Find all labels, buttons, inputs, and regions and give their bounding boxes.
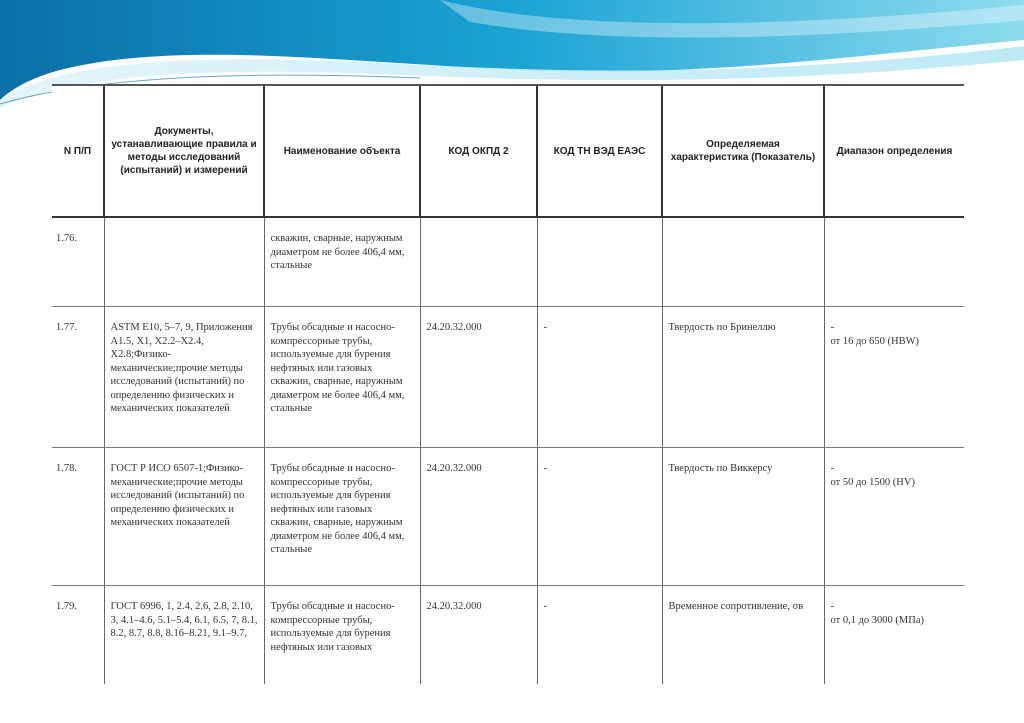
cell-tnved — [537, 217, 662, 307]
header-tnved-code: КОД ТН ВЭД ЕАЭС — [537, 85, 662, 217]
range-dash: - — [830, 463, 834, 474]
cell-range — [824, 586, 964, 685]
cell-object: Трубы обсадные и насосно-компрессорные трубы, используемые для бурения нефтяных или газовых — [264, 586, 420, 685]
header-number: N П/П — [52, 85, 104, 217]
cell-documents — [104, 217, 264, 307]
cell-characteristic: Твердость по Виккерсу — [662, 448, 824, 586]
document-sheet — [52, 84, 964, 684]
cell-tnved: - — [537, 307, 662, 448]
cell-object: Трубы обсадные и насосно-компрессорные трубы, используемые для бурения нефтяных или газовых скважин, сварные, наружным диаметром не более 406,4 мм, стальные — [264, 307, 420, 448]
cell-tnved: - — [537, 586, 662, 685]
cell-documents: ГОСТ 6996, 1, 2.4, 2.6, 2.8, 2.10, 3, 4.1–4.6, 5.1–5.4, 6.1, 6.5, 7, 8.1, 8.2, 8.7, 8.8, 8.16–8.21, 9.1–9.7, — [104, 586, 264, 685]
cell-characteristic: Твердость по Бринеллю — [662, 307, 824, 448]
table-header-row — [52, 85, 964, 217]
table-row — [52, 586, 964, 685]
header-documents: Документы, устанавливающие правила и методы исследований (испытаний) и измерений — [104, 85, 264, 217]
cell-okpd: 24.20.32.000 — [420, 307, 537, 448]
cell-number: 1.78. — [52, 448, 104, 586]
cell-range — [824, 307, 964, 448]
cell-okpd — [420, 217, 537, 307]
cell-okpd: 24.20.32.000 — [420, 448, 537, 586]
range-value: от 16 до 650 (HBW) — [830, 335, 920, 347]
header-range: Диапазон определения — [824, 85, 964, 217]
range-value: от 0,1 до 3000 (МПа) — [830, 614, 924, 626]
cell-documents: ГОСТ Р ИСО 6507-1;Физико-механические;прочие методы исследований (испытаний) по определению физических и механических показателей — [104, 448, 264, 586]
cell-object: скважин, сварные, наружным диаметром не более 406,4 мм, стальные — [264, 217, 420, 307]
cell-documents: ASTM E10, 5–7, 9, Приложения A1.5, X1, X2.2–X2.4, X2.8;Физико-механические;прочие методы исследований (испытаний) по определению физических и механических показателей — [104, 307, 264, 448]
range-value: от 50 до 1500 (HV) — [830, 476, 915, 488]
range-dash: - — [830, 322, 834, 333]
test-methods-table — [52, 84, 964, 684]
cell-characteristic — [662, 217, 824, 307]
table-row — [52, 217, 964, 307]
cell-number: 1.76. — [52, 217, 104, 307]
cell-object: Трубы обсадные и насосно-компрессорные трубы, используемые для бурения нефтяных или газовых скважин, сварные, наружным диаметром не более 406,4 мм, стальные — [264, 448, 420, 586]
cell-range — [824, 217, 964, 307]
table-row — [52, 307, 964, 448]
cell-range — [824, 448, 964, 586]
cell-number: 1.79. — [52, 586, 104, 685]
header-object-name: Наименование объекта — [264, 85, 420, 217]
cell-number: 1.77. — [52, 307, 104, 448]
table-row — [52, 448, 964, 586]
cell-tnved: - — [537, 448, 662, 586]
range-dash: - — [830, 601, 834, 612]
header-characteristic: Определяемая характеристика (Показатель) — [662, 85, 824, 217]
header-okpd-code: КОД ОКПД 2 — [420, 85, 537, 217]
cell-characteristic: Временное сопротивление, σв — [662, 586, 824, 685]
cell-okpd: 24.20.32.000 — [420, 586, 537, 685]
